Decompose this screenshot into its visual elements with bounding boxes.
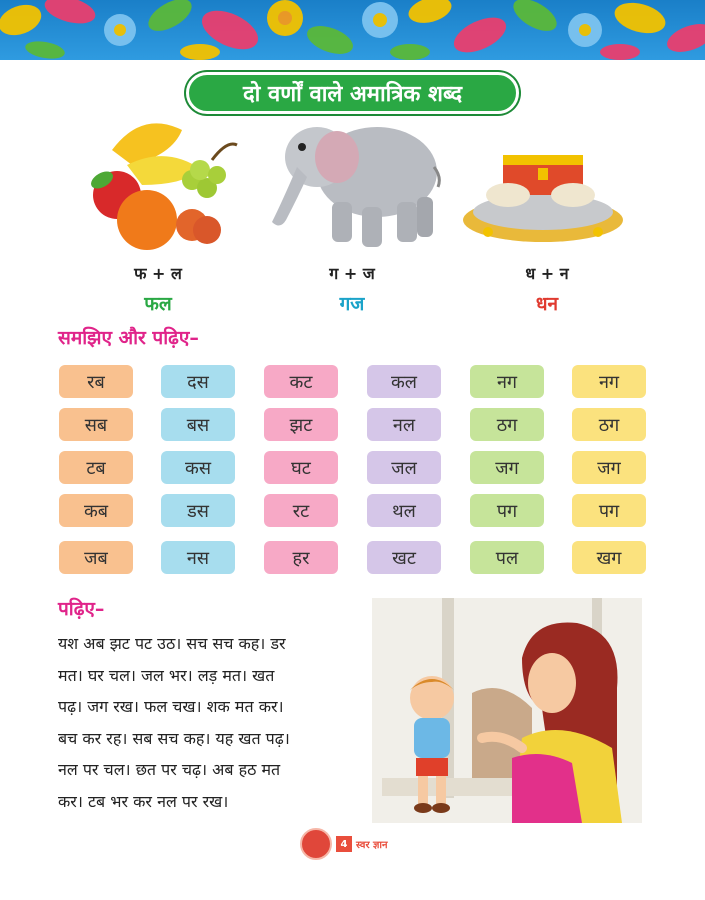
paragraph-line: कर। टब भर कर नल पर रख। (58, 791, 229, 811)
word-chip: हर (264, 541, 338, 574)
word-chip: जब (59, 541, 133, 574)
word-chip: जल (367, 451, 441, 484)
word-chip: जग (572, 451, 646, 484)
word-chip: डस (161, 494, 235, 527)
read-heading: पढ़िए– (58, 598, 105, 620)
word-elephant: गज (339, 293, 365, 315)
word-chip: रट (264, 494, 338, 527)
word-chip: घट (264, 451, 338, 484)
formula-elephant: ग + ज (329, 264, 375, 283)
word-chip: झट (264, 408, 338, 441)
word-chip: कल (367, 365, 441, 398)
page-number: 4 (336, 836, 352, 852)
floral-banner (0, 0, 705, 60)
word-chip: पल (470, 541, 544, 574)
word-chip: रब (59, 365, 133, 398)
word-chip: कस (161, 451, 235, 484)
word-chip: कब (59, 494, 133, 527)
word-fruit: फल (144, 293, 172, 315)
word-chip: ठग (572, 408, 646, 441)
fruits-illustration (72, 110, 242, 255)
paragraph-line: मत। घर चल। जल भर। लड़ मत। खत (58, 665, 275, 685)
word-chip: थल (367, 494, 441, 527)
word-chip: खग (572, 541, 646, 574)
word-chip: नस (161, 541, 235, 574)
word-chip: नल (367, 408, 441, 441)
word-chip: खट (367, 541, 441, 574)
paragraph-line: पढ़। जग रख। फल चख। शक मत कर। (58, 697, 284, 716)
elephant-illustration (262, 112, 442, 252)
word-chip: टब (59, 451, 133, 484)
word-chip: नग (572, 365, 646, 398)
word-chip: कट (264, 365, 338, 398)
page-title: दो वर्णों वाले अमात्रिक शब्द (186, 72, 519, 114)
formula-wealth: ध + न (525, 264, 569, 283)
word-chip: ठग (470, 408, 544, 441)
mascot-icon (300, 828, 332, 860)
page-footer (300, 828, 388, 860)
paragraph-line: नल पर चल। छत पर चढ़। अब हठ मत (58, 760, 281, 779)
paragraph-line: यश अब झट पट उठ। सच सच कह। डर (58, 634, 286, 653)
word-chip: जग (470, 451, 544, 484)
reading-paragraph (58, 628, 358, 817)
word-chip: नग (470, 365, 544, 398)
word-chip: पग (572, 494, 646, 527)
formula-fruit: फ + ल (134, 264, 182, 283)
word-chip: सब (59, 408, 133, 441)
practice-heading: समझिए और पढ़िए– (58, 327, 199, 349)
word-chip: दस (161, 365, 235, 398)
treasure-illustration (458, 140, 628, 250)
paragraph-line: बच कर रह। सब सच कह। यह खत पढ़। (58, 728, 290, 748)
book-name: स्वर ज्ञान (356, 840, 388, 851)
word-wealth: धन (535, 293, 559, 315)
mother-child-illustration (372, 598, 642, 823)
word-chip: बस (161, 408, 235, 441)
word-chip: पग (470, 494, 544, 527)
